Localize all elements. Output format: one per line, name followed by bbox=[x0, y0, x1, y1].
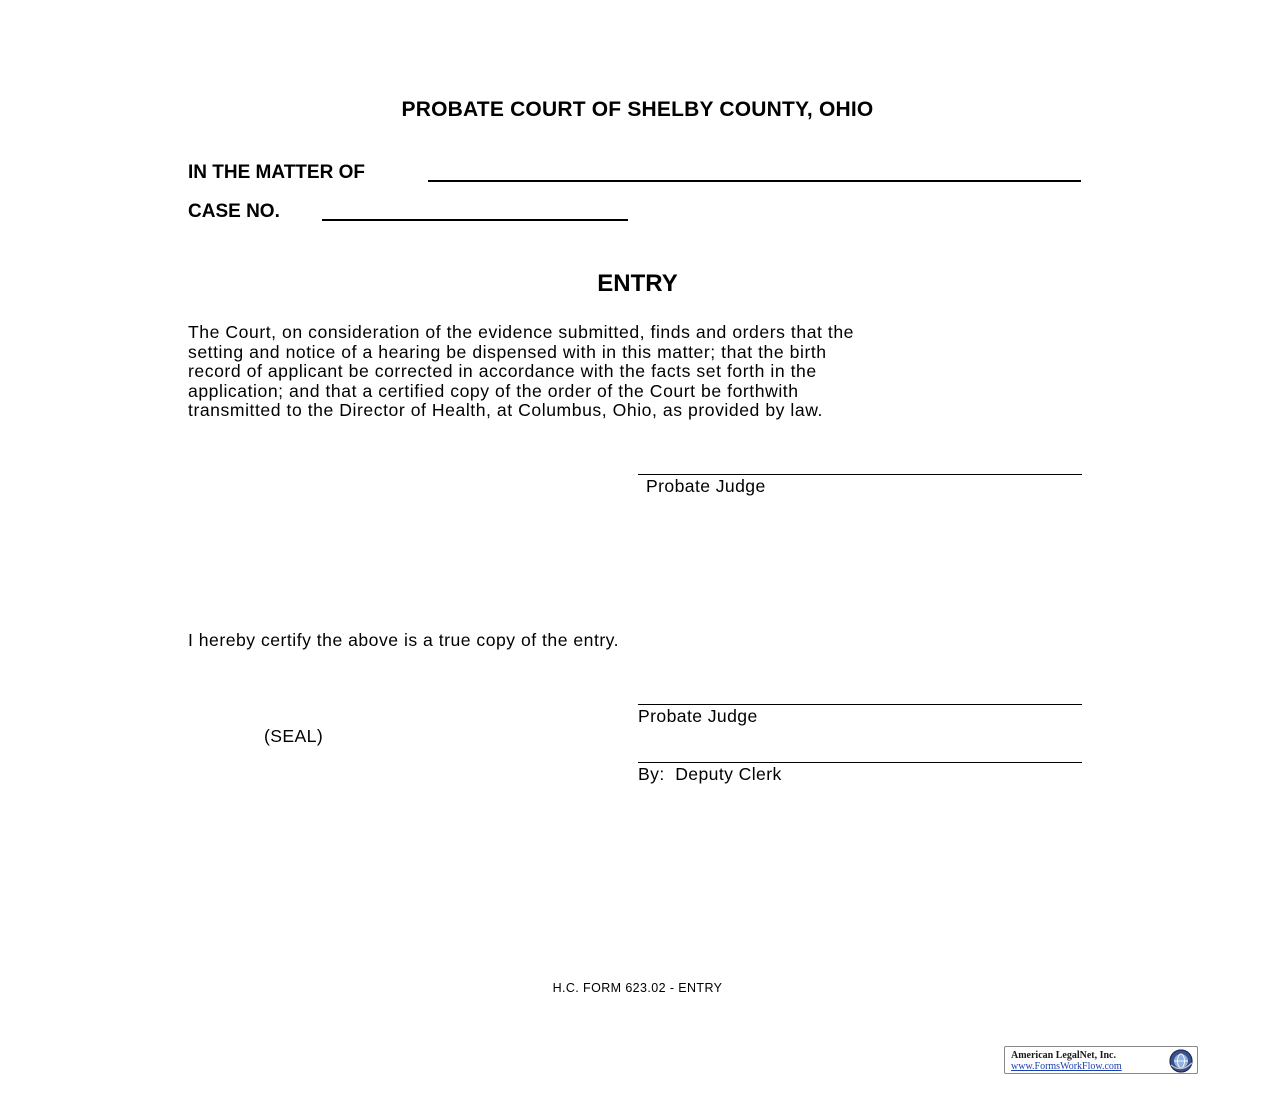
matter-label: IN THE MATTER OF bbox=[188, 162, 365, 183]
badge-company-name: American LegalNet, Inc. bbox=[1011, 1050, 1116, 1061]
seal-label: (SEAL) bbox=[264, 726, 324, 746]
case-number-label: CASE NO. bbox=[188, 201, 280, 222]
globe-logo-icon bbox=[1168, 1048, 1194, 1074]
certification-text: I hereby certify the above is a true copy of the entry. bbox=[188, 630, 620, 650]
matter-input-line[interactable] bbox=[428, 180, 1081, 182]
badge-url-link[interactable]: www.FormsWorkFlow.com bbox=[1011, 1061, 1122, 1072]
case-number-input-line[interactable] bbox=[322, 219, 628, 221]
entry-body-text: The Court, on consideration of the evidence submitted, finds and orders that the setting and notice of a hearing be dispensed with in this matter; that the birth record of applicant be corrected in accordance with the facts set forth in the application; and that a certified copy of the order of the Court be forthwith transmitted to the Director of Health, at Columbus, Ohio, as provided by law. bbox=[188, 322, 855, 420]
judge-signature-line[interactable] bbox=[638, 474, 1082, 475]
court-title: PROBATE COURT OF SHELBY COUNTY, OHIO bbox=[401, 98, 874, 121]
certify-judge-label: Probate Judge bbox=[638, 706, 758, 726]
form-identifier: H.C. FORM 623.02 - ENTRY bbox=[552, 981, 723, 995]
certify-judge-signature-line[interactable] bbox=[638, 704, 1082, 705]
entry-heading: ENTRY bbox=[597, 270, 678, 297]
deputy-clerk-signature-line[interactable] bbox=[638, 762, 1082, 763]
judge-signature-label: Probate Judge bbox=[646, 476, 766, 496]
deputy-clerk-label: By: Deputy Clerk bbox=[638, 764, 782, 784]
american-legalnet-badge[interactable] bbox=[1004, 1046, 1198, 1074]
